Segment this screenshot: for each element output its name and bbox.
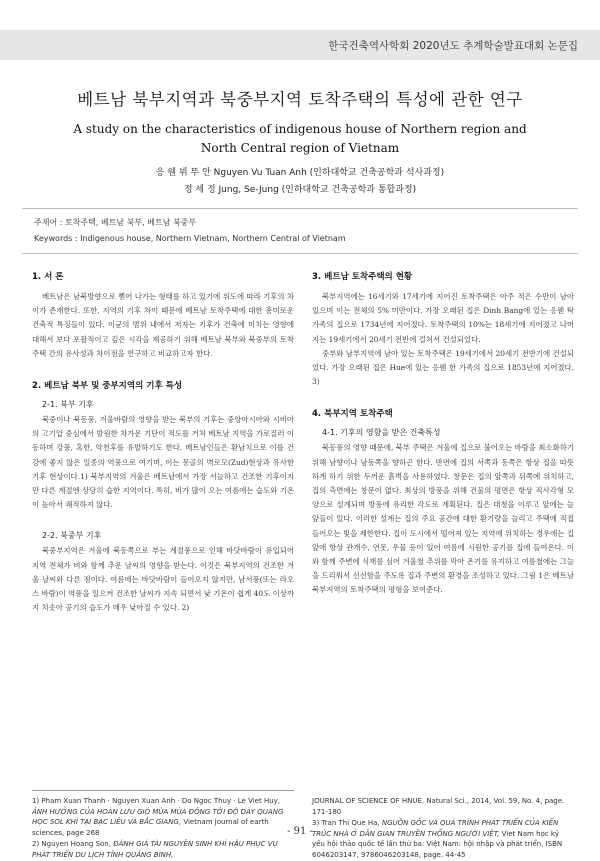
body-paragraph: 베트남은 남북방향으로 뻗어 나가는 형태를 하고 있기에 위도에 따라 기후의 차이가 존재한다. 또한, 지역의 기후 차이 때문에 베트남 토착주택에 대한 흥미로운 건축적 특징들이 있다. 이균의 범위 내에서 저자는 기후가 건축에 미치는 영향에 대해서 보다 포괄적이고 깊은 시각을 제공하기 위해 베트남 북부와 북중부의 토착주택 간의 유사성과 차이점을 연구하고 비교하고자 한다. [32, 292, 294, 358]
body-paragraph: 북중부지역은 겨울에 북동쪽으로 부는 계절풍으로 인해 바닷바람이 유입되어 지역 전체가 비와 함께 추운 날씨의 영향을 받는다. 이것은 북부지역의 건조한 겨울 날씨와 다른 점이다. 여름에는 바닷바람이 들어오지 않지만, 남서풍(또는 라오스 바람)이 역풍을 일으켜 건조한 날씨가 지속 되면서 낮 기온이 쉽게 40도 이상까지 치솟아 공기의 습도가 매우 낮아질 수 있다. 2) [32, 546, 294, 613]
section-heading: 1. 서 론 [32, 272, 64, 282]
right-column [312, 270, 574, 598]
footnote: 3) Tran Thi Que Ha, NGUỒN GỐC VÀ QUÁ TRÌNH PHÁT TRIỂN CỦA KIẾN TRÚC NHÀ Ở DÂN GIAN TRUYỀN THỐNG NGƯỜI VIỆT, Viet Nam học kỷ yếu hội thảo quốc tế lần thứ ba: Việt Nam: hội nhập và phát triển, ISBN 6046203147, 9786046203148, page. 44-45 [312, 819, 563, 859]
subsection-heading: 2-1. 북부 기후 [42, 400, 94, 410]
author-line: 응 웬 뷔 뚜 안 Nguyen Vu Tuan Anh (인하대학교 건축공학과 석사과정) [155, 168, 445, 178]
footnote-divider [32, 790, 294, 791]
author-line: 정 세 정 Jung, Se-Jung (인하대학교 건축공학과 통합과정) [183, 185, 417, 195]
subsection-heading: 4-1. 기후의 영향을 받은 건축특성 [322, 428, 441, 438]
body-paragraph: 중부와 남부지역에 남아 있는 토착주택은 19세기에서 20세기 전반기에 건설되었다. 가장 오래된 집은 Hue에 있는 응웬 한 가족의 집으로 1853년에 지어졌다. 3) [312, 348, 574, 387]
section-heading: 2. 베트남 북부 및 중부지역의 기후 특성 [32, 381, 183, 392]
footnote: JOURNAL OF SCIENCE OF HNUE. Natural Sci., 2014, Vol. 59, No. 4, page. 171-180 [312, 797, 565, 816]
keywords-english: Keywords : Indigenous house, Northern Vietnam, Northern Central of Vietnam [34, 234, 346, 243]
author-list [0, 165, 600, 199]
title-english: A study on the characteristics of indigenous house of Northern region and North Central region of Vietnam [73, 122, 527, 155]
left-column [32, 270, 294, 615]
subsection-heading: 2-2. 북중부 기후 [42, 531, 102, 541]
body-paragraph: 북부지역에는 16세기와 17세기에 지어진 토착주택은 아주 적은 수만이 남아 있으며 이는 전체의 5% 미만이다. 가장 오래된 집은 Dinh Bang에 있는 응웬 탁 가족의 집으로 1734년에 지어졌다. 토착주택의 10%는 18세기에 지어졌고 나머지는 19세기에서 20세기 전반에 걸쳐서 건설되었다. [312, 292, 574, 344]
keyword-box [22, 208, 578, 254]
journal-header: 한국건축역사학회 2020년도 추계학술발표대회 논문집 [328, 40, 578, 52]
keywords-korean: 주제어 : 토착주택, 베트남 북부, 베트남 북중부 [34, 218, 197, 227]
footnote: 2) Nguyen Hoang Son, ĐÁNH GIÁ TÀI NGUYÊN SINH KHÍ HẬU PHỤC VỤ PHÁT TRIỂN DU LỊCH TỈNH QUẢNG BÌNH, [32, 840, 278, 859]
body-paragraph: 북중이나 북동풍, 겨울바람의 영향을 받는 북부의 기후는 중앙아시아와 시비아의 고기압 중심에서 발원한 차가운 기단이 적도를 거처 베트남 지역을 가로질러 이동하며 강풍, 혹한, 악천후를 유발하기도 한다. 베트남인들은 환남치으로 이를 건강에 좋지 않은 일종의 역풍으로 여기며, 이는 몽골의 벽로모(Zud)현상과 유사한 기후 현상이다.1) 북부지역의 겨울은 베트남에서 가장 서늘하고 건조한 기후이지만 다른 계절엔 상당히 습한 지역이다. 특히, 비가 많이 오는 여름에는 습도와 기온이 높아서 쾌적하지 않다. [32, 415, 294, 510]
section-heading: 4. 북부지역 토착주택 [312, 409, 393, 420]
footnote: 1) Pham Xuan Thanh · Nguyen Xuan Anh · Do Ngoc Thuy · Le Viet Huy, ẢNH HƯỞNG CỦA HOÀN LƯU GIÓ MÙA MÙA ĐÔNG TỚI ĐỘ DÀY QUANG HỌC SOL KHÍ TẠI BẠC LIÊU VÀ BẮC GIANG, Vietnam journal of earth sciences, page 268 [32, 797, 284, 837]
page-number: - 91 - [287, 826, 313, 837]
title-korean: 베트남 북부지역과 북중부지역 토착주택의 특성에 관한 연구 [77, 90, 523, 109]
section-heading: 3. 베트남 토착주택의 현황 [312, 272, 413, 282]
body-paragraph: 북동풍의 영향 때문에, 북부 주택은 겨울에 집으로 불어오는 바람을 최소화하기 위해 남향이나 남동쪽을 향하곤 한다. 반면에 집의 서쪽과 동쪽은 항상 집을 따뜻하게 하기 위한 두꺼운 흙벽을 사용하였다. 창문은 집의 앞쪽과 뒤쪽에 위치하고, 집의 측면에는 창문이 없다. 최상의 방풍을 위해 건물의 평면은 항상 직사각형 모양으로 설계되며 방풍에 유리한 각도로 계획된다. 집은 대청을 이루고 앞에는 늘 앞들이 있다. 이러한 설계는 집의 주요 공간에 대한 환기량을 늘리고 주택에 직접 들어오는 빛을 제한한다. 집이 도시에서 떨어져 있는 지역에 위치하는 경우에는 집 앞에 항상 관개수, 연못, 우물 등이 있어 여름에 시원한 공기를 집에 들여온다. 이와 함께 주변에 식재를 심어 겨울철 추위를 막아 온기를 유지하고 여름철에는 그늘을 드리워서 선선함을 주도록 집과 주변의 환경을 조성하고 있다. 그림 1은 베트남 북부지역의 토착주택의 평형을 보여준다. [312, 443, 574, 595]
